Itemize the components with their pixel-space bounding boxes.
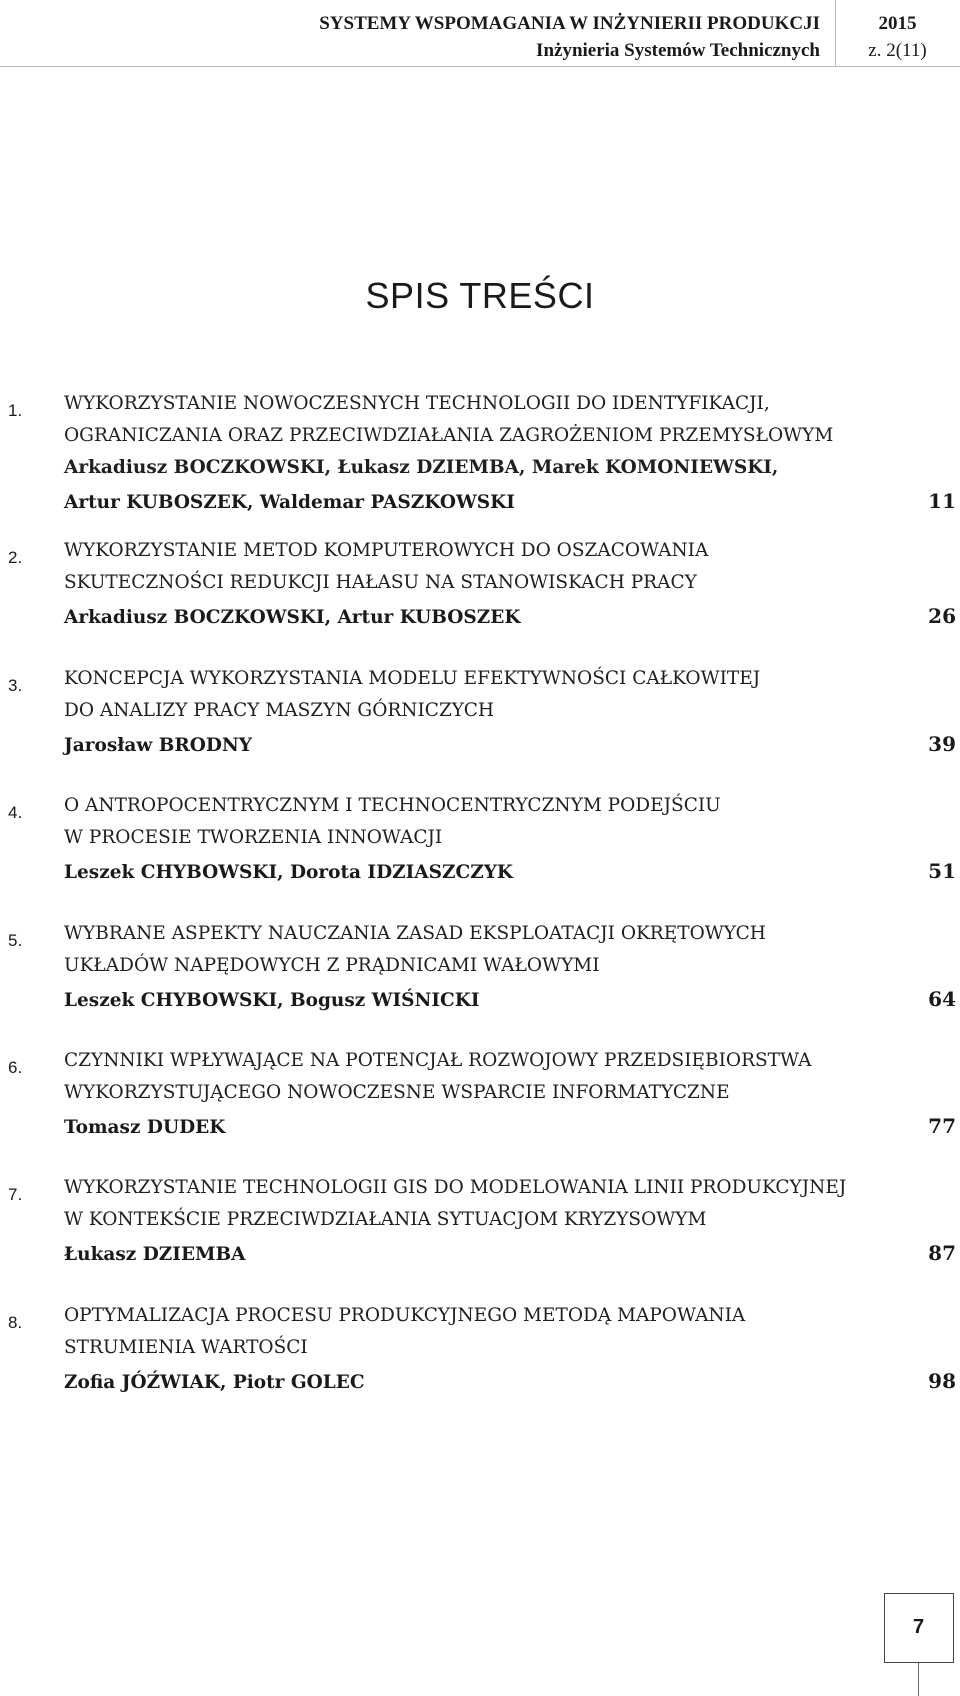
entry-body xyxy=(64,663,956,762)
entry-title-line: WYKORZYSTANIE TECHNOLOGII GIS DO MODELOWANIA LINII PRODUKCYJNEJ xyxy=(64,1177,847,1199)
entry-authors: Arkadiusz BOCZKOWSKI, Artur KUBOSZEK xyxy=(64,607,521,629)
entry-page-number: 77 xyxy=(928,1113,956,1138)
entry-title-line: WYKORZYSTANIE METOD KOMPUTEROWYCH DO OSZACOWANIA xyxy=(64,540,709,562)
entry-title-line: DO ANALIZY PRACY MASZYN GÓRNICZYCH xyxy=(64,699,494,721)
toc-entry[interactable] xyxy=(0,388,960,515)
entry-page-number: 64 xyxy=(928,986,956,1011)
journal-issue: z. 2(11) xyxy=(868,40,927,61)
entry-authors: Artur KUBOSZEK, Waldemar PASZKOWSKI xyxy=(64,492,515,513)
entry-body xyxy=(64,1300,956,1399)
toc-entry[interactable] xyxy=(0,535,960,662)
entry-authors-row xyxy=(64,1110,956,1144)
toc-entry[interactable] xyxy=(0,918,960,1045)
entry-title-line: KONCEPCJA WYKORZYSTANIA MODELU EFEKTYWNOŚCI CAŁKOWITEJ xyxy=(64,667,761,689)
entry-number: 7. xyxy=(8,1185,23,1205)
entry-authors-line: Arkadiusz BOCZKOWSKI, Łukasz DZIEMBA, Marek KOMONIEWSKI, xyxy=(64,457,779,478)
entry-number: 1. xyxy=(8,401,23,420)
entry-authors-row xyxy=(64,600,956,634)
entry-title-line: UKŁADÓW NAPĘDOWYCH Z PRĄDNICAMI WAŁOWYMI xyxy=(64,954,600,976)
journal-year: 2015 xyxy=(878,13,917,34)
entry-body xyxy=(64,918,956,1017)
page-number-box xyxy=(884,1593,954,1663)
entry-page-number: 11 xyxy=(928,489,956,513)
toc-entry[interactable] xyxy=(0,663,960,790)
page-number-box-tail xyxy=(918,1663,919,1696)
entry-number: 6. xyxy=(8,1057,23,1077)
entry-number: 3. xyxy=(8,675,23,695)
toc-entry[interactable] xyxy=(0,790,960,917)
entry-authors: Łukasz DZIEMBA xyxy=(64,1244,246,1266)
entry-body xyxy=(64,388,956,519)
entry-authors-row xyxy=(64,855,956,889)
entry-page-number: 39 xyxy=(928,731,956,756)
entry-number: 2. xyxy=(8,548,23,568)
toc-entry[interactable] xyxy=(0,1300,960,1427)
entry-authors-row xyxy=(64,485,956,519)
entry-authors: Tomasz DUDEK xyxy=(64,1116,226,1138)
entry-title-line: STRUMIENIA WARTOŚCI xyxy=(64,1336,308,1358)
entry-title-line: WYKORZYSTANIE NOWOCZESNYCH TECHNOLOGII DO IDENTYFIKACJI, xyxy=(64,393,770,414)
header-left-block xyxy=(319,10,820,64)
journal-subtitle: Inżynieria Systemów Technicznych xyxy=(536,40,820,61)
entry-number: 8. xyxy=(8,1312,23,1332)
toc-entry[interactable] xyxy=(0,1045,960,1172)
entry-authors-row xyxy=(64,983,956,1017)
toc-list xyxy=(0,388,960,1427)
entry-authors-row xyxy=(64,1237,956,1271)
entry-body xyxy=(64,1172,956,1271)
entry-page-number: 98 xyxy=(928,1368,956,1393)
header-horizontal-divider xyxy=(0,66,960,67)
entry-body xyxy=(64,535,956,634)
entry-body xyxy=(64,1045,956,1144)
header-right-block xyxy=(841,10,954,64)
entry-title-line: CZYNNIKI WPŁYWAJĄCE NA POTENCJAŁ ROZWOJOWY PRZEDSIĘBIORSTWA xyxy=(64,1049,812,1071)
entry-title-line: WYKORZYSTUJĄCEGO NOWOCZESNE WSPARCIE INFORMATYCZNE xyxy=(64,1081,730,1103)
entry-number: 5. xyxy=(8,930,23,950)
entry-authors: Jarosław BRODNY xyxy=(64,734,252,756)
entry-title-line: O ANTROPOCENTRYCZNYM I TECHNOCENTRYCZNYM PODEJŚCIU xyxy=(64,795,721,817)
page-number: 7 xyxy=(912,1616,925,1638)
entry-page-number: 87 xyxy=(928,1241,956,1266)
entry-title-line: OPTYMALIZACJA PROCESU PRODUKCYJNEGO METODĄ MAPOWANIA xyxy=(64,1304,746,1326)
page-title: SPIS TREŚCI xyxy=(365,275,595,316)
running-header xyxy=(0,0,960,75)
header-vertical-divider xyxy=(835,0,836,66)
entry-authors-row xyxy=(64,728,956,762)
entry-title-line: OGRANICZANIA ORAZ PRZECIWDZIAŁANIA ZAGROŻENIOM PRZEMYSŁOWYM xyxy=(64,425,834,446)
entry-number: 4. xyxy=(8,803,23,823)
entry-authors-row xyxy=(64,1365,956,1399)
entry-title-line: W KONTEKŚCIE PRZECIWDZIAŁANIA SYTUACJOM KRYZYSOWYM xyxy=(64,1209,707,1231)
entry-page-number: 26 xyxy=(928,604,956,629)
toc-entry[interactable] xyxy=(0,1172,960,1299)
entry-title-line: WYBRANE ASPEKTY NAUCZANIA ZASAD EKSPLOATACJI OKRĘTOWYCH xyxy=(64,922,766,944)
entry-page-number: 51 xyxy=(928,859,956,884)
entry-authors: Leszek CHYBOWSKI, Bogusz WIŚNICKI xyxy=(64,989,480,1011)
entry-title-line: SKUTECZNOŚCI REDUKCJI HAŁASU NA STANOWISKACH PRACY xyxy=(64,572,697,594)
entry-authors: Zofia JÓŹWIAK, Piotr GOLEC xyxy=(64,1371,365,1393)
entry-title-line: W PROCESIE TWORZENIA INNOWACJI xyxy=(64,827,443,849)
journal-series: SYSTEMY WSPOMAGANIA W INŻYNIERII PRODUKCJI xyxy=(319,13,820,34)
entry-authors: Leszek CHYBOWSKI, Dorota IDZIASZCZYK xyxy=(64,862,514,884)
entry-body xyxy=(64,790,956,889)
